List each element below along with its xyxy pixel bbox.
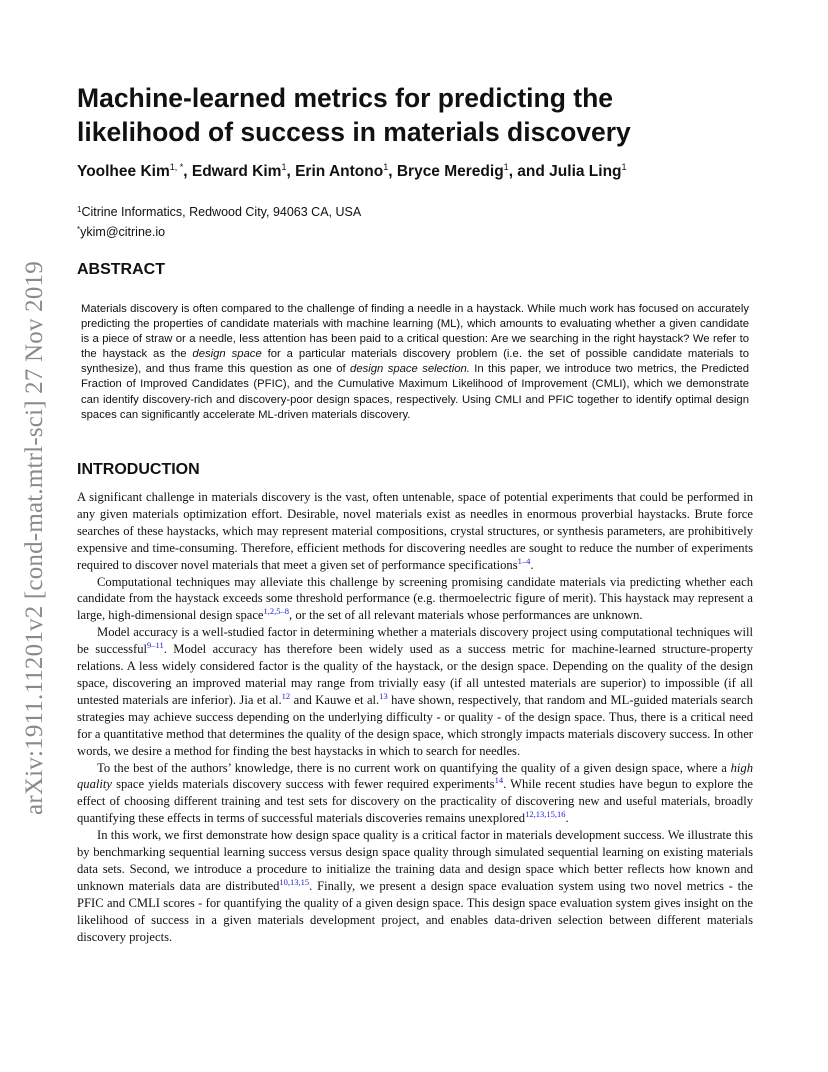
affiliations [77, 201, 677, 241]
author-affiliation-mark: 1 [503, 162, 509, 172]
text-segment: . [530, 557, 534, 572]
arxiv-side-label [10, 233, 60, 843]
author-name: Bryce Meredig [396, 163, 504, 180]
author-affiliation-mark: 1, * [169, 162, 184, 172]
citation-link[interactable]: 13 [379, 690, 388, 701]
paper-title [77, 81, 757, 149]
affiliation-line [77, 201, 677, 221]
paragraph [77, 489, 753, 574]
citation-link[interactable]: 12 [281, 690, 291, 701]
text-segment: space yields materials discovery success with fewer required experiments [111, 777, 495, 792]
author-list [77, 162, 777, 181]
affiliation-text: Citrine Informatics, Redwood City, 94063 CA, USA [81, 205, 362, 219]
citation-link[interactable]: 10,13,15 [279, 876, 310, 887]
title-line-2: likelihood of success in materials discovery [77, 117, 631, 147]
text-segment: . [565, 811, 569, 826]
abstract-segment: Materials discovery is often compared to the challenge of finding a needle in a haystack. While much work has focused on accurately predicting the properties of candidate materials with machine learning (ML), which amounts to evaluating whether a given candidate is a piece of straw or a needle, less attention has been paid to a critical question: Are we searching in the right haystack? We refer to the haystack as the [81, 303, 749, 361]
paragraph [77, 624, 753, 759]
abstract-segment: In this paper, we introduce two metrics, the Predicted Fraction of Improved Candidates (PFIC), and the Cumulative Maximum Likelihood of Improvement (CMLI), which we demonstrate can identify discovery-rich and discovery-poor design spaces, respectively. Using CMLI and PFIC together to identify optimal design spaces can significantly accelerate ML-driven materials discovery. [81, 363, 749, 421]
citation-link[interactable]: 1–4 [517, 555, 531, 566]
author-separator: , and [508, 163, 550, 180]
text-segment: Computational techniques may alleviate this challenge by screening promising candidate materials via predicting whether each candidate from the haystack exceeds some threshold performance (e.g. thermoelectric figure of merit). This haystack may represent a large, high-dimensional design space [77, 574, 753, 623]
citation-link[interactable]: 9–11 [147, 640, 164, 651]
text-segment: In this work, we first demonstrate how design space quality is a critical factor in materials development success. We illustrate this by benchmarking sequential learning success versus design space quality through simulated sequential learning on existing materials data sets. Second, we introduce a procedure to initialize the training data and design space which better reflects how known and unknown materials data are distributed [77, 828, 753, 893]
abstract-segment: for a particular materials discovery problem (i.e. the set of possible candidate materials to synthesize), and thus frame this question as one of [81, 348, 749, 376]
title-line-1: Machine-learned metrics for predicting the [77, 83, 614, 113]
introduction-heading: INTRODUCTION [77, 461, 200, 478]
text-segment: . Finally, we present a design space evaluation system using two novel metrics - the PFIC and CMLI scores - for quantifying the quality of a given design space. This design space evaluation system gives insight on the likelihood of success in a given materials development project, and enables data-driven selection between different materials discovery projects. [77, 878, 753, 944]
author-name: Julia Ling [549, 163, 622, 180]
text-segment: , or the set of all relevant materials whose performances are unknown. [289, 608, 643, 623]
author-name: Yoolhee Kim [77, 163, 170, 180]
abstract-emphasis: design space [192, 348, 262, 361]
author-separator: , [183, 163, 192, 180]
paragraph [77, 574, 753, 625]
author-affiliation-mark: 1 [621, 162, 627, 172]
paragraph [77, 760, 753, 828]
text-segment: . Model accuracy has therefore been widely used as a success metric for machine-learned structure-property relations. A less widely considered factor is the quality of the haystack, or the design space. Depending on the quality of the design space, discovering an improved material may range from trivially easy (if all untested materials are superior) to impossible (if all untested materials are inferior). Jia et al. [77, 642, 753, 707]
abstract-text [81, 302, 749, 423]
corresponding-email[interactable]: ykim@citrine.io [80, 225, 166, 239]
author-separator: , [286, 163, 296, 180]
abstract-emphasis: design space selection. [350, 363, 470, 376]
text-segment: and Kauwe et al. [290, 692, 380, 707]
arxiv-identifier[interactable]: arXiv:1911.11201v2 [cond-mat.mtrl-sci] 27 Nov 2019 [21, 261, 49, 815]
text-emphasis: high quality [77, 760, 753, 792]
affiliation-mark: 1 [77, 205, 82, 214]
paragraph [77, 827, 753, 945]
text-segment: A significant challenge in materials discovery is the vast, often untenable, space of potential experiments that could be performed in any given materials optimization effort. Desirable, novel materials exist as needles in enormous proverbial haystacks. Brute force searches of these haystacks, which may represent material compositions, crystal structures, or synthesis parameters, are prohibitively expensive and time-consuming. Therefore, efficient methods for discovering needles are sought to reduce the number of experiments required to discover novel materials that meet a given set of performance specifications [77, 490, 753, 572]
author-affiliation-mark: 1 [383, 162, 389, 172]
author-name: Erin Antono [295, 163, 384, 180]
introduction-body [77, 489, 753, 945]
text-segment: . While recent studies have begun to explore the effect of choosing different training and test sets for discovery on the practicality of discovering new and useful materials, broadly quantifying these effects in terms of successful materials discoveries remains unexplored [77, 777, 754, 826]
author-separator: , [388, 163, 397, 180]
citation-link[interactable]: 1,2,5–8 [263, 606, 290, 617]
text-segment: have shown, respectively, that random and ML-guided materials search strategies may achieve success depending on the underlying difficulty - or quality - of the design space. Thus, there is a critical need for a quantitative method that determines the quality of the design space, which strongly impacts materials discovery success. In other words, we desire a method for finding the best haystacks in which to search for needles. [77, 692, 754, 758]
citation-link[interactable]: 14 [494, 775, 504, 786]
citation-link[interactable]: 12,13,15,16 [525, 809, 566, 820]
author-affiliation-mark: 1 [281, 162, 287, 172]
corresponding-email-line [77, 221, 677, 241]
text-segment: Model accuracy is a well-studied factor in determining whether a materials discovery project using computational techniques will be successful [77, 625, 753, 657]
author-name: Edward Kim [191, 163, 282, 180]
affiliation-mark: * [77, 225, 81, 234]
abstract-heading: ABSTRACT [77, 261, 165, 278]
text-segment: To the best of the authors’ knowledge, there is no current work on quantifying the quality of a given design space, where a [97, 760, 731, 775]
